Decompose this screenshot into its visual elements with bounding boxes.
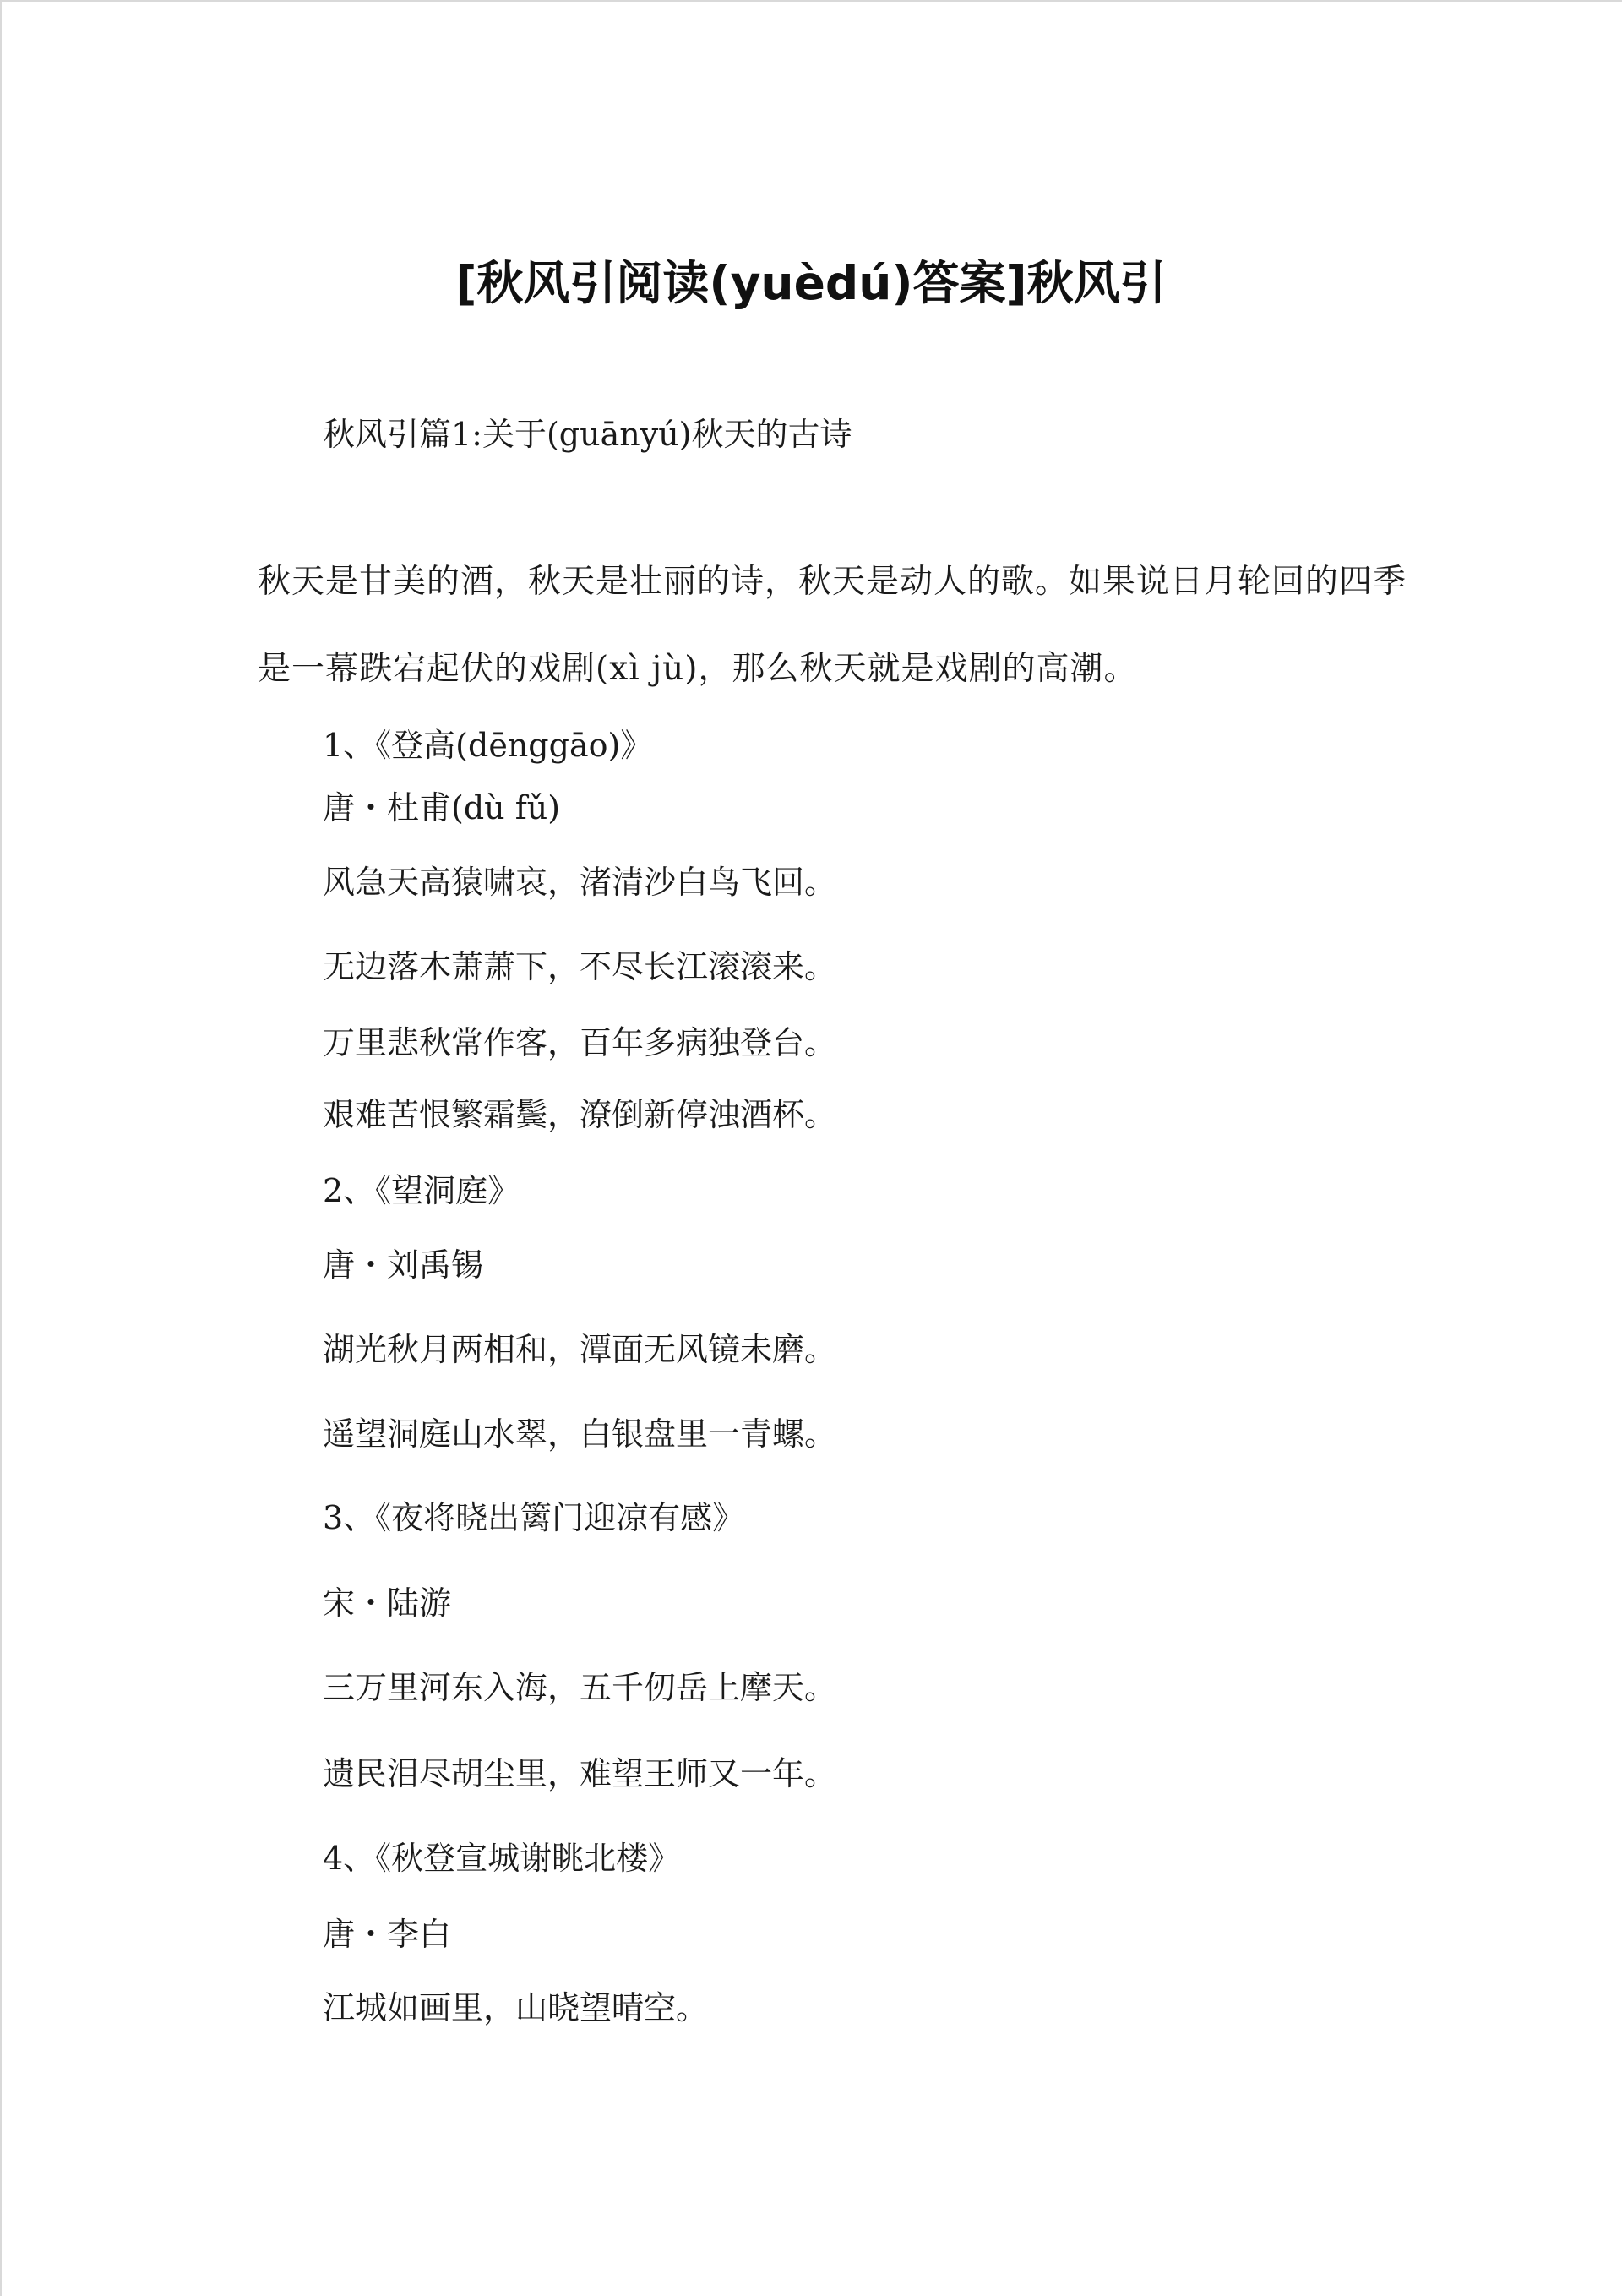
document-title: [秋风引阅读(yuèdú)答案]秋风引 bbox=[455, 256, 1167, 310]
poem-verse: 湖光秋月两相和，潭面无风镜未磨。 bbox=[323, 1331, 837, 1368]
page-top-edge bbox=[0, 0, 1622, 2]
poem-verse: 无边落木萧萧下，不尽长江滚滚来。 bbox=[323, 948, 837, 985]
poem-heading: 3、《夜将晓出篱门迎凉有感》 bbox=[323, 1499, 745, 1536]
poem-verse: 遥望洞庭山水翠，白银盘里一青螺。 bbox=[323, 1415, 837, 1453]
poem-heading: 2、《望洞庭》 bbox=[323, 1172, 520, 1209]
poem-verse: 江城如画里，山晓望晴空。 bbox=[323, 1989, 709, 2026]
intro-paragraph-line-1: 秋天是甘美的酒，秋天是壮丽的诗，秋天是动人的歌。如果说日月轮回的四季 bbox=[258, 563, 1407, 601]
poem-author: 宋・陆游 bbox=[323, 1584, 452, 1622]
poem-verse: 万里悲秋常作客，百年多病独登台。 bbox=[323, 1024, 837, 1061]
poem-author: 唐・刘禹锡 bbox=[323, 1246, 484, 1284]
poem-heading: 4、《秋登宣城谢眺北楼》 bbox=[323, 1840, 681, 1877]
poem-verse: 遗民泪尽胡尘里，难望王师又一年。 bbox=[323, 1755, 837, 1792]
poem-verse: 三万里河东入海，五千仞岳上摩天。 bbox=[323, 1669, 837, 1706]
poem-heading: 1、《登高(dēnggāo)》 bbox=[323, 727, 653, 764]
poem-verse: 艰难苦恨繁霜鬓，潦倒新停浊酒杯。 bbox=[323, 1096, 837, 1133]
section-heading: 秋风引篇1:关于(guānyú)秋天的古诗 bbox=[323, 416, 852, 453]
poem-verse: 风急天高猿啸哀，渚清沙白鸟飞回。 bbox=[323, 864, 837, 901]
intro-paragraph-line-2: 是一幕跌宕起伏的戏剧(xì jù)，那么秋天就是戏剧的高潮。 bbox=[258, 650, 1138, 688]
page-left-edge bbox=[0, 0, 2, 2296]
poem-author: 唐・李白 bbox=[323, 1916, 452, 1953]
poem-author: 唐・杜甫(dù fǔ) bbox=[323, 789, 561, 826]
